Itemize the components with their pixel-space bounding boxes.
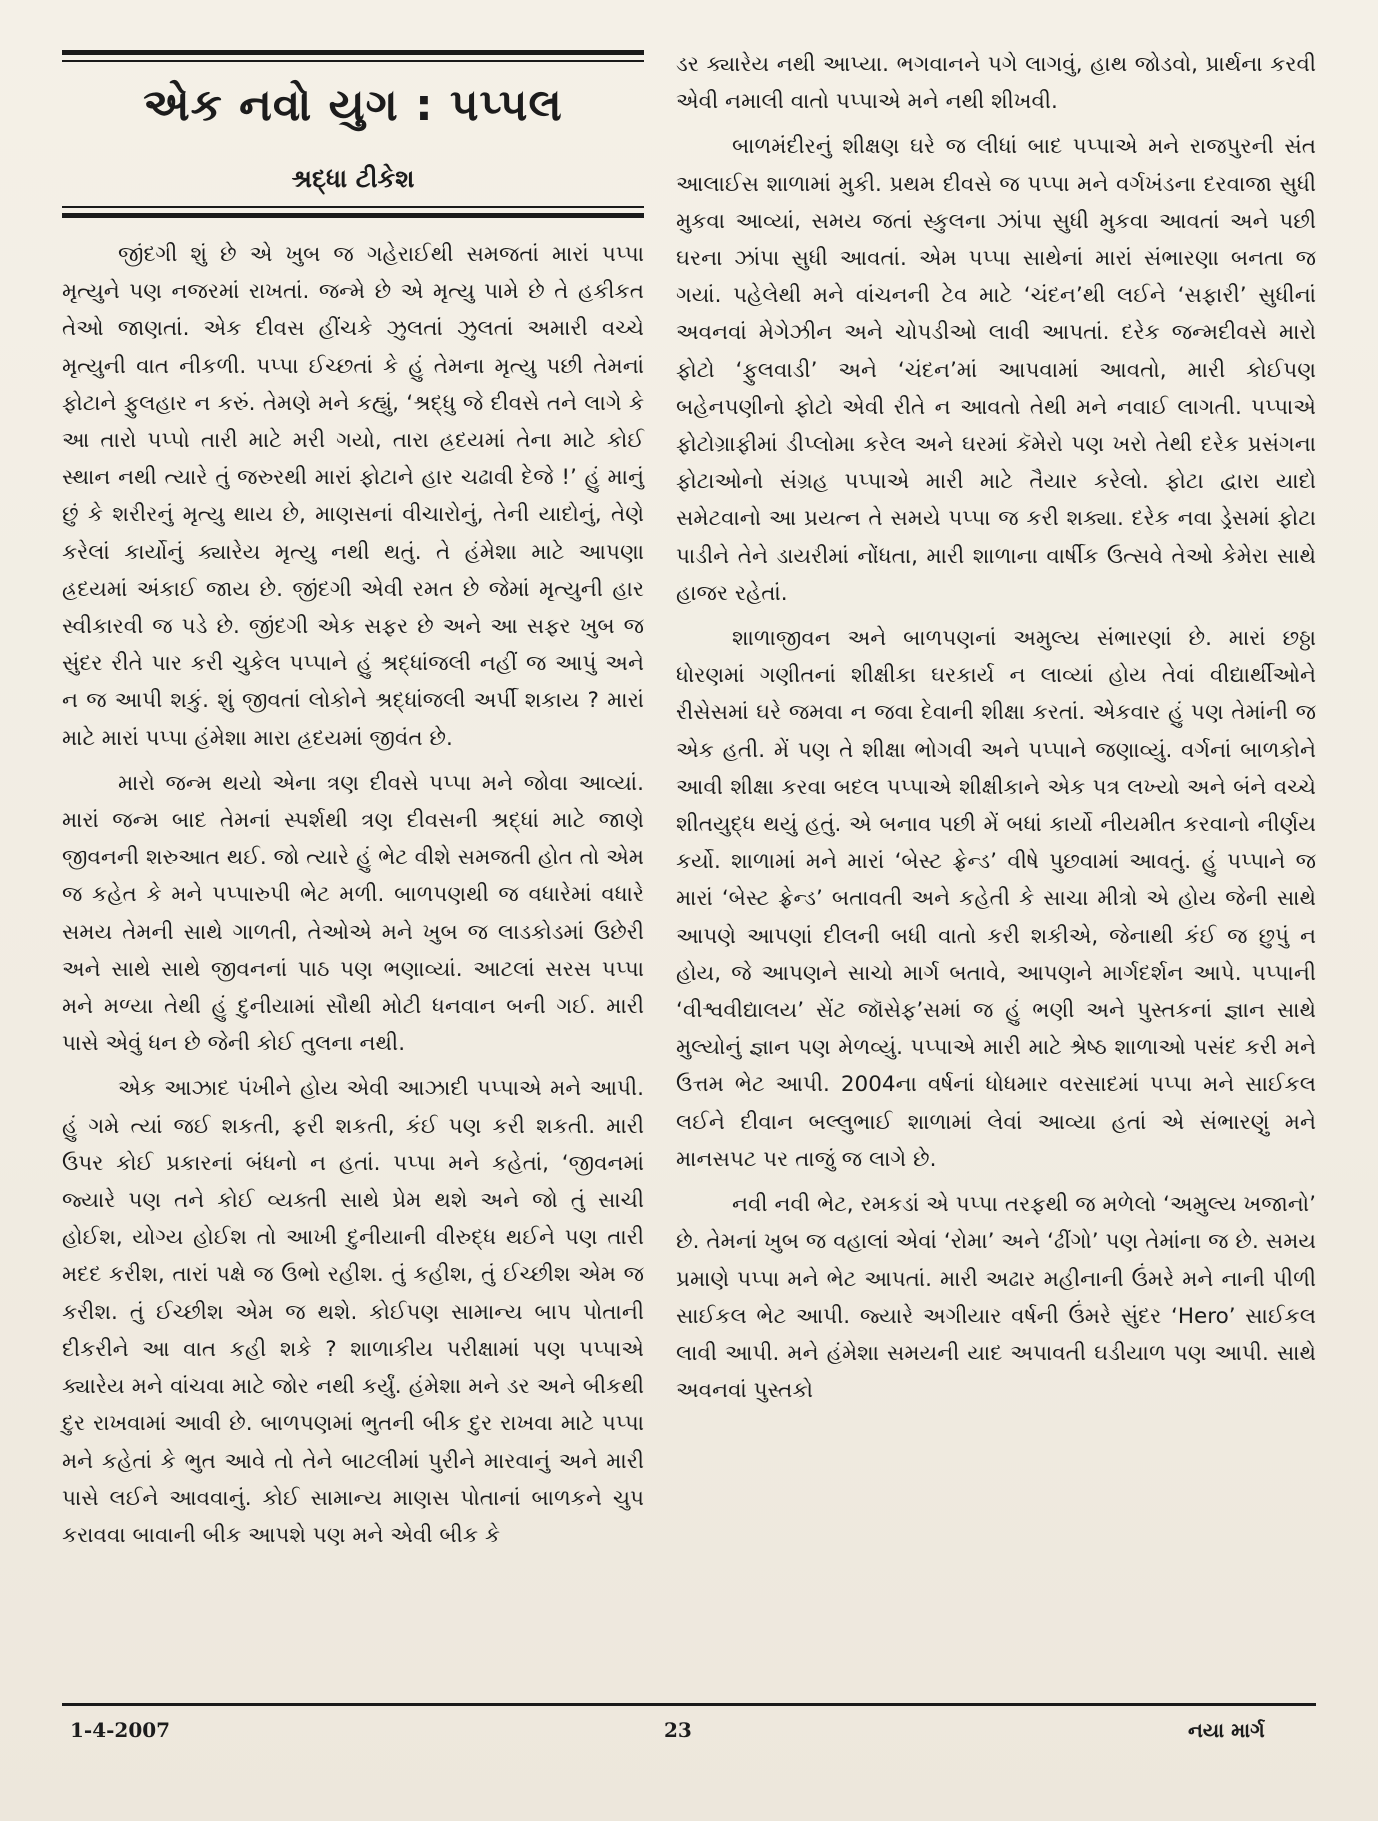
page-number: 23 xyxy=(664,1718,692,1742)
paragraph-continuation: ડર ક્યારેય નથી આપ્યા. ભગવાનને પગે લાગવું, હાથ જોડવો, પ્રાર્થના કરવી એવી નમાલી વાતો પપ્પાએ મને નથી શીખવી. xyxy=(676,52,1316,115)
article-title: એક નવો યુગ : પપ્પલ xyxy=(143,80,563,131)
paragraph: જીંદગી શું છે એ ખુબ જ ગહેરાઈથી સમજતાં મારાં પપ્પા મૃત્યુને પણ નજરમાં રાખતાં. જન્મે છે એ મૃત્યુ પામે છે તે હકીકત તેઓ જાણતાં. એક દીવસ હીંચકે ઝુલતાં ઝુલતાં અમારી વચ્ચે મૃત્યુની વાત નીકળી. પપ્પા ઈચ્છતાં કે હું તેમના મૃત્યુ પછી તેમનાં ફોટાને ફુલહાર ન કરું. તેમણે મને કહ્યું, ‘શ્રદ્ધુ જે દીવસે તને લાગે કે આ તારો પપ્પો તારી માટે મરી ગયો, તારા હ્રદયમાં તેના માટે કોઈ સ્થાન નથી ત્યારે તું જરુરથી મારાં ફોટાને હાર ચઢાવી દેજે !’ હું માનું છું કે શરીરનું મૃત્યુ થાય છે, માણસનાં વીચારોનું, તેની યાદોનું, તેણે કરેલાં કાર્યોનું ક્યારેય મૃત્યુ નથી થતું. તે હંમેશા માટે આપણા હ્રદયમાં અંકાઈ જાય છે. જીંદગી એવી રમત છે જેમાં મૃત્યુની હાર સ્વીકારવી જ પડે છે. જીંદગી એક સફર છે અને આ સફર ખુબ જ સુંદર રીતે પાર કરી ચુકેલ પપ્પાને હું શ્રદ્ધાંજલી નહીં જ આપું અને ન જ આપી શકું. શું જીવતાં લોકોને શ્રદ્ધાંજલી અર્પી શકાય ? મારાં માટે મારાં પપ્પા હંમેશા મારા હ્રદયમાં જીવંત છે. xyxy=(62,242,644,751)
paragraph: મારો જન્મ થયો એના ત્રણ દીવસે પપ્પા મને જોવા આવ્યાં. મારાં જન્મ બાદ તેમનાં સ્પર્શથી ત્રણ દીવસની શ્રદ્ધાં માટે જાણે જીવનની શરુઆત થઈ. જો ત્યારે હું ભેટ વીશે સમજતી હોત તો એમ જ કહેત કે મને પપ્પારુપી ભેટ મળી. બાળપણથી જ વધારેમાં વધારે સમય તેમની સાથે ગાળતી, તેઓએ મને ખુબ જ લાડકોડમાં ઉછેરી અને સાથે સાથે જીવનનાં પાઠ પણ ભણાવ્યાં. આટલાં સરસ પપ્પા મને મળ્યા તેથી હું દુનીયામાં સૌથી મોટી ધનવાન બની ગઈ. મારી પાસે એવું ધન છે જેની કોઈ તુલના નથી. xyxy=(62,770,644,1057)
left-body-text xyxy=(62,236,644,1562)
magazine-name: નયા માર્ગ xyxy=(1188,1718,1265,1742)
paragraph: બાળમંદીરનું શીક્ષણ ઘરે જ લીધાં બાદ પપ્પાએ મને રાજપુરની સંત આલાઈસ શાળામાં મુકી. પ્રથમ દીવસે જ પપ્પા મને વર્ગખંડના દરવાજા સુધી મુકવા આવ્યાં, સમય જતાં સ્કુલના ઝાંપા સુધી મુકવા આવતાં અને પછી ઘરના ઝાંપા સુધી આવતાં. એમ પપ્પા સાથેનાં મારાં સંભારણા બનતા જ ગયાં. પહેલેથી મને વાંચનની ટેવ માટે ‘ચંદન’થી લઈને ‘સફારી’ સુધીનાં અવનવાં મેગેઝીન અને ચોપડીઓ લાવી આપતાં. દરેક જન્મદીવસે મારો ફોટો ‘ફુલવાડી’ અને ‘ચંદન’માં આપવામાં આવતો, મારી કોઈપણ બહેનપણીનો ફોટો એવી રીતે ન આવતો તેથી મને નવાઈ લાગતી. પપ્પાએ ફોટોગ્રાફીમાં ડીપ્લોમા કરેલ અને ઘરમાં કૅમેરો પણ ખરો તેથી દરેક પ્રસંગના ફોટાઓનો સંગ્રહ પપ્પાએ મારી માટે તૈયાર કરેલો. ફોટા દ્વારા યાદો સમેટવાનો આ પ્રયત્ન તે સમયે પપ્પા જ કરી શક્યા. દરેક નવા ડ્રેસમાં ફોટા પાડીને તેને ડાયરીમાં નોંધતા, મારી શાળાના વાર્ષીક ઉત્સવે તેઓ કેમેરા સાથે હાજર રહેતાં. xyxy=(676,134,1316,606)
title-top-thin-rule xyxy=(62,60,644,62)
article-author: શ્રદ્ધા ટીકેશ xyxy=(291,164,415,193)
footer-rule xyxy=(62,1703,1316,1706)
title-bottom-thin-rule xyxy=(62,206,644,208)
paragraph: એક આઝાદ પંખીને હોય એવી આઝાદી પપ્પાએ મને આપી. હું ગમે ત્યાં જઈ શકતી, ફરી શકતી, કંઈ પણ કરી શકતી. મારી ઉપર કોઈ પ્રકારનાં બંધનો ન હતાં. પપ્પા મને કહેતાં, ‘જીવનમાં જ્યારે પણ તને કોઈ વ્યક્તી સાથે પ્રેમ થશે અને જો તું સાચી હોઈશ, યોગ્ય હોઈશ તો આખી દુનીયાની વીરુદ્ધ થઈને પણ તારી મદદ કરીશ, તારાં પક્ષે જ ઉભો રહીશ. તું કહીશ, તું ઈચ્છીશ એમ જ કરીશ. તું ઈચ્છીશ એમ જ થશે. કોઈપણ સામાન્ય બાપ પોતાની દીકરીને આ વાત કહી શકે ? શાળાકીય પરીક્ષામાં પણ પપ્પાએ ક્યારેય મને વાંચવા માટે જોર નથી કર્યું. હંમેશા મને ડર અને બીકથી દુર રાખવામાં આવી છે. બાળપણમાં ભુતની બીક દુર રાખવા માટે પપ્પા મને કહેતાં કે ભુત આવે તો તેને બાટલીમાં પુરીને મારવાનું અને મારી પાસે લઈને આવવાનું. કોઈ સામાન્ય માણસ પોતાનાં બાળકને ચુપ કરાવવા બાવાની બીક આપશે પણ મને એવી બીક કે xyxy=(62,1076,644,1548)
right-body-text xyxy=(676,46,1316,1417)
paragraph: શાળાજીવન અને બાળપણનાં અમુલ્ય સંભારણાં છે. મારાં છઠ્ઠા ધોરણમાં ગણીતનાં શીક્ષીકા ઘરકાર્ય ન લાવ્યાં હોય તેવાં વીદ્યાર્થીઓને રીસેસમાં ઘરે જમવા ન જવા દેવાની શીક્ષા કરતાં. એકવાર હું પણ તેમાંની જ એક હતી. મેં પણ તે શીક્ષા ભોગવી અને પપ્પાને જણાવ્યું. વર્ગનાં બાળકોને આવી શીક્ષા કરવા બદલ પપ્પાએ શીક્ષીકાને એક પત્ર લખ્યો અને બંને વચ્ચે શીતયુદ્ધ થયું હતું. એ બનાવ પછી મેં બધાં કાર્યો નીયમીત કરવાનો નીર્ણય કર્યો. શાળામાં મને મારાં ‘બેસ્ટ ફ્રેન્ડ’ વીષે પુછવામાં આવતું. હું પપ્પાને જ મારાં ‘બેસ્ટ ફ્રેન્ડ’ બતાવતી અને કહેતી કે સાચા મીત્રો એ હોય જેની સાથે આપણે આપણાં દીલની બધી વાતો કરી શકીએ, જેનાથી કંઈ જ છુપું ન હોય, જે આપણને સાચો માર્ગ બતાવે, આપણને માર્ગદર્શન આપે. પપ્પાની ‘વીશ્વવીદ્યાલય’ સેંટ જૉસેફ’સમાં જ હું ભણી અને પુસ્તકનાં જ્ઞાન સાથે મુલ્યોનું જ્ઞાન પણ મેળવ્યું. પપ્પાએ મારી માટે શ્રેષ્ઠ શાળાઓ પસંદ કરી મને ઉત્તમ ભેટ આપી. 2004ના વર્ષનાં ધોધમાર વરસાદમાં પપ્પા મને સાઈકલ લઈને દીવાન બલ્લુભાઈ શાળામાં લેવાં આવ્યા હતાં એ સંભારણું મને માનસપટ પર તાજું જ લાગે છે. xyxy=(676,626,1316,1172)
footer-date: 1-4-2007 xyxy=(70,1718,171,1742)
title-top-rule xyxy=(62,50,644,55)
title-bottom-rule xyxy=(62,213,644,218)
paragraph: નવી નવી ભેટ, રમકડાં એ પપ્પા તરફથી જ મળેલો ‘અમુલ્ય ખજાનો’ છે. તેમનાં ખુબ જ વહાલાં એવાં ‘રોમા’ અને ‘ઢીંગો’ પણ તેમાંના જ છે. સમય પ્રમાણે પપ્પા મને ભેટ આપતાં. મારી અઢાર મહીનાની ઉંમરે મને નાની પીળી સાઈકલ ભેટ આપી. જ્યારે અગીયાર વર્ષની ઉંમરે સુંદર ‘Hero’ સાઈકલ લાવી આપી. મને હંમેશા સમયની યાદ અપાવતી ઘડીયાળ પણ આપી. સાથે અવનવાં પુસ્તકો xyxy=(676,1192,1316,1404)
